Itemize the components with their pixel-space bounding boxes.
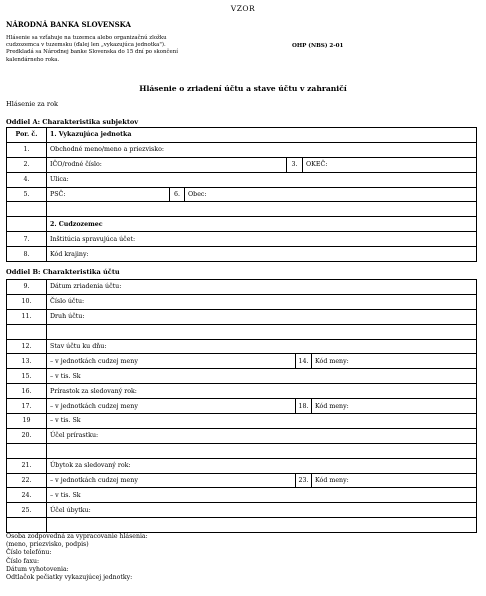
row-number: 11.	[7, 309, 47, 324]
por-header: Por. č.	[7, 128, 47, 143]
field-cell[interactable]: – v jednotkách cudzej meny	[47, 473, 296, 488]
field-cell[interactable]: – v tis. Sk	[47, 414, 477, 429]
row-number: 8.	[7, 247, 47, 262]
table-row	[7, 458, 477, 473]
vzor-label: VZOR	[230, 4, 256, 13]
row-number: 9.	[7, 280, 47, 295]
report-year-label: Hlásenie za rok	[6, 100, 59, 108]
row-number: 7.	[7, 232, 47, 247]
table-row	[7, 428, 477, 443]
bank-name: NÁRODNÁ BANKA SLOVENSKA	[6, 20, 131, 29]
field-cell[interactable]: – v jednotkách cudzej meny	[47, 354, 296, 369]
intro-line: Predkladá sa Národnej banke Slovenska do 15 dní po skončení	[6, 49, 178, 56]
table-row	[7, 247, 477, 262]
intro-line: kalendárneho roka.	[6, 56, 60, 63]
intro-line: cudzozemca v tuzemsku (ďalej len „vykazujúca jednotka").	[6, 42, 166, 49]
row-number: 12.	[7, 339, 47, 354]
row-number: 23.	[296, 473, 312, 488]
table-row	[7, 488, 477, 503]
spacer-row	[7, 202, 477, 217]
row-number: 24.	[7, 488, 47, 503]
row-number: 17.	[7, 399, 47, 414]
row-number: 13.	[7, 354, 47, 369]
kod-meny-field[interactable]: Kód meny:	[312, 473, 477, 488]
page-title: Hlásenie o zriadení účtu a stave účtu v zahraničí	[139, 84, 347, 93]
okec-field[interactable]: OKEČ:	[303, 157, 477, 172]
institucia-field[interactable]: Inštitúcia spravujúca účet:	[47, 232, 477, 247]
section-b-heading: Oddiel B: Charakteristika účtu	[6, 268, 120, 276]
intro-text	[6, 35, 236, 64]
field-cell[interactable]: Stav účtu ku dňu:	[47, 339, 477, 354]
table-row	[7, 503, 477, 518]
field-cell[interactable]: Prírastok za sledovaný rok:	[47, 384, 477, 399]
field-cell[interactable]: Úbytok za sledovaný rok:	[47, 458, 477, 473]
kod-krajiny-field[interactable]: Kód krajiny:	[47, 247, 477, 262]
row-number: 18.	[296, 399, 312, 414]
kod-meny-field[interactable]: Kód meny:	[312, 399, 477, 414]
table-header-row	[7, 128, 477, 143]
row-number: 16.	[7, 384, 47, 399]
table-row	[7, 384, 477, 399]
footer-line: Odtlačok pečiatky vykazujúcej jednotky:	[6, 574, 133, 582]
table-row	[7, 280, 477, 295]
field-cell[interactable]: Číslo účtu:	[47, 294, 477, 309]
ico-field[interactable]: IČO/rodné číslo:	[47, 157, 287, 172]
row-number: 15.	[7, 369, 47, 384]
row-number: 10.	[7, 294, 47, 309]
row-number: 1.	[7, 142, 47, 157]
table-row	[7, 399, 477, 414]
section-b-table	[6, 279, 477, 533]
spacer-row	[7, 324, 477, 339]
row-number: 19	[7, 414, 47, 429]
field-cell[interactable]: – v tis. Sk	[47, 488, 477, 503]
obec-field[interactable]: Obec:	[185, 187, 477, 202]
obchodne-meno-field[interactable]: Obchodné meno/meno a priezvisko:	[47, 142, 477, 157]
row-number: 22.	[7, 473, 47, 488]
row-number: 6.	[170, 187, 185, 202]
intro-line: Hlásenie sa vzťahuje na tuzemca alebo organizačnú zložku	[6, 35, 167, 41]
footer-line: Číslo faxu:	[6, 557, 40, 565]
table-row	[7, 414, 477, 429]
cudzozemec-header: 2. Cudzozemec	[47, 217, 477, 232]
field-cell[interactable]: Účel úbytku:	[47, 503, 477, 518]
footer-line: Číslo telefónu:	[6, 549, 52, 557]
form-code: OHP (NBS) 2-01	[292, 43, 344, 49]
footer-block	[6, 533, 148, 582]
table-row	[7, 172, 477, 187]
psc-field[interactable]: PSČ:	[47, 187, 170, 202]
row-number: 5.	[7, 187, 47, 202]
ulica-field[interactable]: Ulica:	[47, 172, 477, 187]
table-header-row	[7, 217, 477, 232]
table-row	[7, 232, 477, 247]
table-row	[7, 369, 477, 384]
kod-meny-field[interactable]: Kód meny:	[312, 354, 477, 369]
field-cell[interactable]: – v tis. Sk	[47, 369, 477, 384]
row-number: 21.	[7, 458, 47, 473]
section-a-heading: Oddiel A: Charakteristika subjektov	[6, 118, 139, 126]
row-number: 25.	[7, 503, 47, 518]
field-cell[interactable]: – v jednotkách cudzej meny	[47, 399, 296, 414]
row-number: 2.	[7, 157, 47, 172]
field-cell[interactable]: Účel prírastku:	[47, 428, 477, 443]
table-row	[7, 157, 477, 172]
vykazujuca-header: 1. Vykazujúca jednotka	[47, 128, 477, 143]
row-number: 4.	[7, 172, 47, 187]
row-number: 20.	[7, 428, 47, 443]
table-row	[7, 354, 477, 369]
table-row	[7, 142, 477, 157]
row-number: 3.	[287, 157, 303, 172]
footer-line: (meno, priezvisko, podpis)	[6, 541, 89, 549]
footer-line: Osoba zodpovedná za vypracovanie hlásenia:	[6, 533, 148, 540]
footer-line: Dátum vyhotovenia:	[6, 565, 69, 573]
table-row	[7, 187, 477, 202]
table-row	[7, 473, 477, 488]
spacer-row	[7, 443, 477, 458]
field-cell[interactable]: Dátum zriadenia účtu:	[47, 280, 477, 295]
section-a-table	[6, 127, 477, 262]
table-row	[7, 309, 477, 324]
table-row	[7, 294, 477, 309]
spacer-row	[7, 518, 477, 533]
table-row	[7, 339, 477, 354]
row-number: 14.	[296, 354, 312, 369]
field-cell[interactable]: Druh účtu:	[47, 309, 477, 324]
